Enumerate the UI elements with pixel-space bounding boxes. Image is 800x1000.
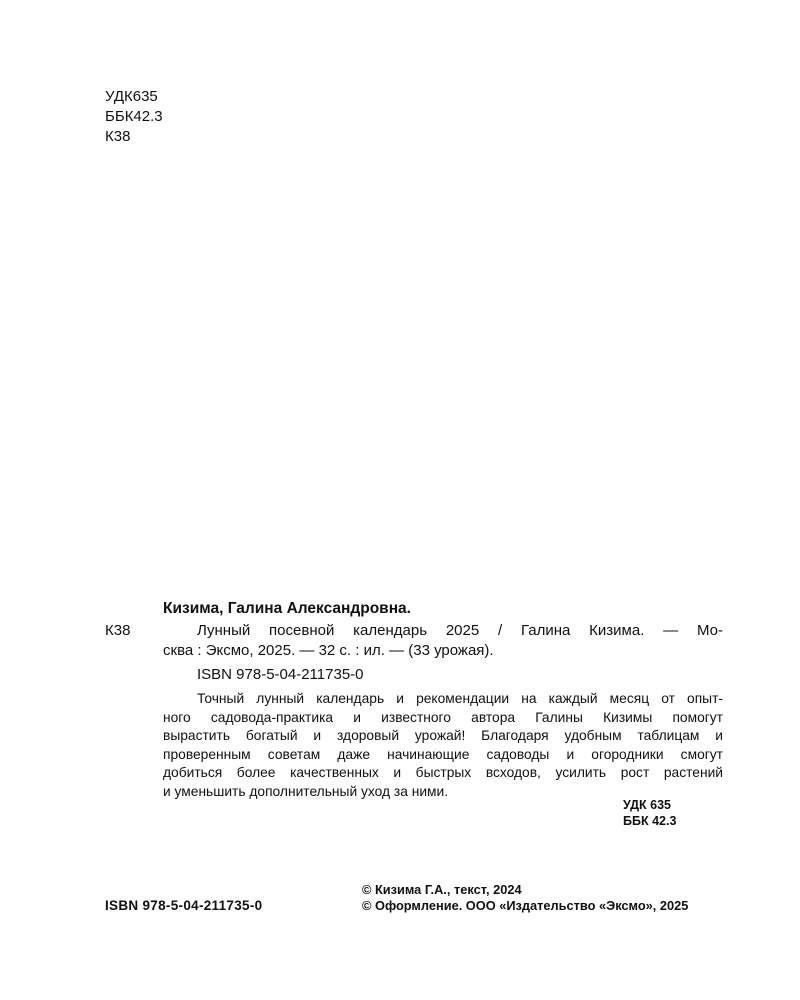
footer-isbn: ISBN 978-5-04-211735-0 (105, 898, 263, 913)
copyright-notices (362, 882, 688, 914)
udk-code: УДК635 (105, 88, 158, 105)
annotation-line: добиться более качественных и быстрых всходов, усилить рост растений (163, 765, 723, 780)
top-classification-codes (105, 87, 163, 147)
bibliographic-line: Лунный посевной календарь 2025 / Галина Кизима. — Мо- (197, 622, 723, 639)
bbk-code: ББК42.3 (105, 108, 163, 125)
annotation-line: вырастить богатый и здоровый урожай! Благодаря удобным таблицам и (163, 728, 723, 743)
copyright-text-notice: © Кизима Г.А., текст, 2024 (362, 882, 522, 897)
udk-classification: УДК 635 (623, 798, 672, 812)
catalog-isbn: ISBN 978-5-04-211735-0 (197, 666, 364, 683)
annotation-paragraph (163, 690, 723, 801)
bbk-classification: ББК 42.3 (623, 813, 677, 828)
bibliographic-line: сква : Эксмо, 2025. — 32 с. : ил. — (33 урожая). (163, 642, 494, 659)
author-heading: Кизима, Галина Александровна. (163, 600, 411, 617)
annotation-line: ного садовода-практика и известного автора Галины Кизимы помогут (163, 709, 723, 725)
copyright-design-notice: © Оформление. ООО «Издательство «Эксмо», 2025 (362, 898, 689, 913)
catalog-author-mark: К38 (105, 622, 131, 639)
annotation-line: и уменьшить дополнительный уход за ними. (163, 783, 449, 799)
bibliographic-description (163, 621, 723, 661)
author-mark: К38 (105, 128, 131, 145)
classification-codes (623, 798, 723, 829)
annotation-line: Точный лунный календарь и рекомендации на каждый месяц от опыт- (197, 691, 723, 706)
annotation-line: проверенным советам даже начинающие садоводы и огородники смогут (163, 746, 723, 762)
